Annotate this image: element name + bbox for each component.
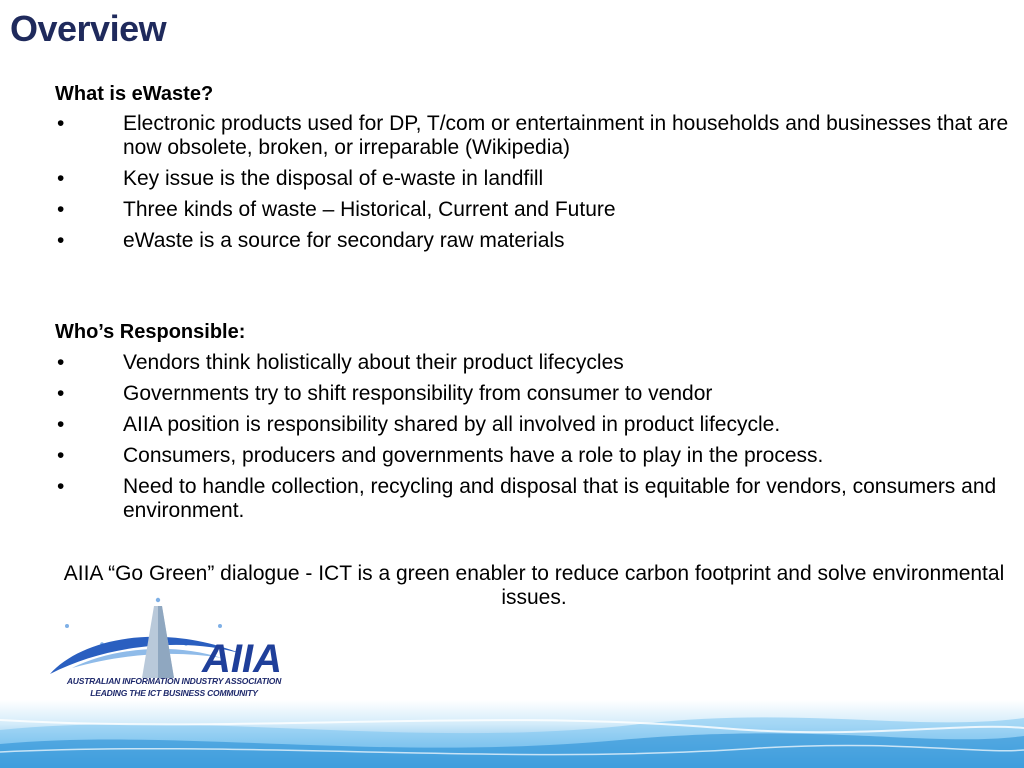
list-item — [55, 198, 1015, 222]
list-item — [55, 475, 1015, 523]
bullet-text: Governments try to shift responsibility from consumer to vendor — [123, 382, 713, 405]
bullet-glyph: • — [57, 351, 65, 374]
slide-title: Overview — [10, 8, 167, 49]
bullet-glyph: • — [57, 229, 65, 252]
bullet-text: Three kinds of waste – Historical, Current and Future — [123, 198, 616, 221]
bullet-text: Vendors think holistically about their product lifecycles — [123, 351, 624, 374]
bullet-glyph: • — [57, 198, 65, 221]
bullet-glyph: • — [57, 112, 65, 135]
list-item — [55, 444, 1015, 468]
bullet-text: Consumers, producers and governments have a role to play in the process. — [123, 444, 824, 467]
logo-caption-line2: LEADING THE ICT BUSINESS COMMUNITY — [90, 688, 258, 698]
section-heading-whos-responsible: Who’s Responsible: — [55, 321, 246, 343]
responsibility-bullet-list — [55, 351, 1015, 530]
ewaste-bullet-list — [55, 112, 1015, 260]
bullet-glyph: • — [57, 167, 65, 190]
decorative-wave-band — [0, 700, 1024, 768]
bullet-glyph: • — [57, 413, 65, 436]
bullet-glyph: • — [57, 475, 65, 498]
bullet-text: Key issue is the disposal of e-waste in landfill — [123, 167, 544, 190]
bullet-text: eWaste is a source for secondary raw materials — [123, 229, 565, 252]
logo-caption-line1: AUSTRALIAN INFORMATION INDUSTRY ASSOCIATION — [66, 676, 282, 686]
section-heading-what-is-ewaste: What is eWaste? — [55, 83, 214, 105]
list-item — [55, 229, 1015, 253]
bullet-text: Need to handle collection, recycling and disposal that is equitable for vendors, consumers and environment. — [123, 475, 997, 522]
bullet-glyph: • — [57, 444, 65, 467]
list-item — [55, 351, 1015, 375]
list-item — [55, 413, 1015, 437]
closing-statement: AIIA “Go Green” dialogue - ICT is a green enabler to reduce carbon footprint and solve environmental issues. — [63, 562, 1005, 609]
list-item — [55, 382, 1015, 406]
list-item — [55, 167, 1015, 191]
bullet-text: AIIA position is responsibility shared by all involved in product lifecycle. — [123, 413, 781, 436]
list-item — [55, 112, 1015, 160]
bullet-text: Electronic products used for DP, T/com or entertainment in households and businesses that are now obsolete, broken, or irreparable (Wikipedia) — [123, 112, 1009, 159]
logo-wordmark: AIIA — [202, 637, 282, 681]
bullet-glyph: • — [57, 382, 65, 405]
